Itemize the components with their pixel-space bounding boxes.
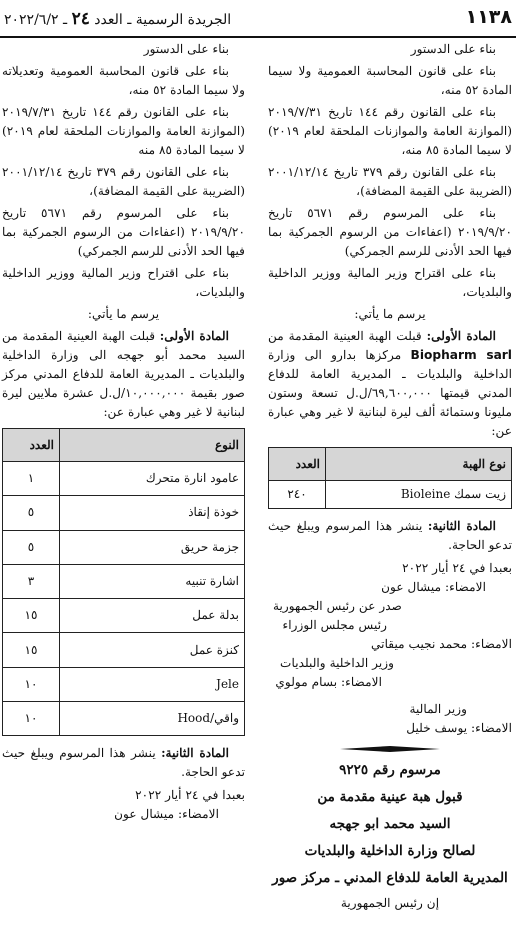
table-row <box>3 702 245 736</box>
table-row <box>3 564 245 598</box>
finance-signature: الامضاء: يوسف خليل <box>406 721 512 735</box>
article-two <box>268 517 512 555</box>
table-row <box>3 496 245 530</box>
column-header: نوع الهبة <box>326 448 512 481</box>
item-name: زيت سمك Bioleine <box>326 481 512 509</box>
issued-by: صدر عن رئيس الجمهورية <box>272 599 402 613</box>
signature-line: الامضاء: ميشال عون <box>381 580 486 594</box>
clause: بناء على المرسوم رقم ٥٦٧١ تاريخ ٢٠١٩/٩/٢٠ (اعفاءات من الرسوم الجمركية بما فيها الحد الأدنى للرسم الجمركي) <box>268 206 512 258</box>
table-row <box>3 667 245 701</box>
item-name: اشارة تنبيه <box>60 564 245 598</box>
article-text: قبلت الهبة العينية المقدمة من <box>268 329 422 343</box>
item-count: ١٠ <box>3 667 60 701</box>
item-count: ١٥ <box>3 633 60 667</box>
finance-title: وزير المالية <box>409 702 467 716</box>
decree-preamble: يرسم ما يأتي: <box>87 307 160 321</box>
interior-signature: الامضاء: بسام مولوي <box>275 675 382 689</box>
date-line: بعبدا في ٢٤ أيار ٢٠٢٢ <box>135 788 245 803</box>
item-count: ٢٤٠ <box>269 481 326 509</box>
decree-number: مرسوم رقم ٩٢٢٥ <box>339 762 441 778</box>
date-line: بعبدا في ٢٤ أيار ٢٠٢٢ <box>402 561 512 575</box>
item-count: ٥ <box>3 496 60 530</box>
page-header <box>0 0 516 38</box>
table-row <box>269 481 512 509</box>
pm-title: رئيس مجلس الوزراء <box>282 618 387 632</box>
page-number: ١١٣٨ <box>465 6 512 28</box>
article-text: ينشر هذا المرسوم ويبلغ حيث تدعو الحاجة. <box>268 519 512 552</box>
item-name: كنزة عمل <box>60 633 245 667</box>
item-name: بدلة عمل <box>60 599 245 633</box>
article-text: قبلت الهبة العينية المقدمة من السيد محمد أبو جهجه الى وزارة الداخلية والبلديات ـ المديرية العامة للدفاع المدني مركز صور بقيمة ١٠,٠٠٠,٠٠٠/ل.ل عشرة ملايين ليرة لبنانية لا غير وهي عبارة عن: <box>2 329 245 419</box>
table-row <box>3 599 245 633</box>
item-name: جزمة حريق <box>60 530 245 564</box>
item-name: واقي/Hood <box>60 702 245 736</box>
column-header: العدد <box>269 448 326 481</box>
item-count: ١ <box>3 462 60 496</box>
item-count: ٣ <box>3 564 60 598</box>
article-text: مركزها بدارو الى وزارة الداخلية والبلديات ـ المديرية العامة للدفاع المدني قيمتها ٦٩,٦٠٠,٠٠٠/ل.ل تسعة وستون مليونا وستمائة ألف ليرة لبنانية لا غير وهي عبارة عن: <box>268 348 513 438</box>
column-header: النوع <box>60 429 245 462</box>
table-row <box>3 530 245 564</box>
clause: بناء على القانون رقم ١٤٤ تاريخ ٢٠١٩/٧/٣١ (الموازنة العامة والموازنات الملحقة لعام ٢٠١٩) لا سيما المادة ٨٥ منه <box>2 105 245 157</box>
signature-line: الامضاء: ميشال عون <box>114 807 219 822</box>
donation-table <box>2 428 245 736</box>
article-label: المادة الأولى: <box>426 329 497 343</box>
decree-title-line: لصالح وزارة الداخلية والبلديات <box>304 843 476 859</box>
item-name: خوذة إنقاذ <box>60 496 245 530</box>
article-text: ينشر هذا المرسوم ويبلغ حيث تدعو الحاجة. <box>2 746 245 780</box>
clause: بناء على القانون رقم ١٤٤ تاريخ ٢٠١٩/٧/٣١ (الموازنة العامة والموازنات الملحقة لعام ٢٠١٩) لا سيما المادة ٨٥ منه، <box>268 105 512 157</box>
clause: بناء على قانون المحاسبة العمومية ولا سيما المادة ٥٢ منه، <box>268 64 512 97</box>
clause: بناء على المرسوم رقم ٥٦٧١ تاريخ ٢٠١٩/٩/٢٠ (اعفاءات من الرسوم الجمركية بما فيها الحد الأدنى للرسم الجمركي) <box>2 206 245 258</box>
item-count: ١٠ <box>3 702 60 736</box>
item-name: Jele <box>60 667 245 701</box>
table-row <box>3 462 245 496</box>
decree-title-line: السيد محمد ابو جهجه <box>329 816 451 832</box>
interior-title: وزير الداخلية والبلديات <box>280 656 394 670</box>
clause: بناء على القانون رقم ٣٧٩ تاريخ ٢٠٠١/١٢/١٤ (الضريبة على القيمة المضافة)، <box>268 165 512 198</box>
article-label: المادة الثانية: <box>161 746 230 761</box>
journal-name: الجريدة الرسمية ـ العدد <box>94 12 232 28</box>
column-header: العدد <box>3 429 60 462</box>
decree-title-line: المديرية العامة للدفاع المدني ـ مركز صور <box>272 870 508 886</box>
article-label: المادة الأولى: <box>159 329 229 343</box>
section-divider <box>340 746 440 752</box>
company-name: Biopharm sarl <box>410 348 512 362</box>
clause: بناء على اقتراح وزير المالية ووزير الداخلية والبلديات، <box>2 266 245 299</box>
clause: بناء على الدستور <box>410 42 496 56</box>
clause: بناء على الدستور <box>143 42 229 56</box>
item-name: عامود انارة متحرك <box>60 462 245 496</box>
article-label: المادة الثانية: <box>427 519 496 533</box>
table-row <box>3 633 245 667</box>
decree-preamble: يرسم ما يأتي: <box>354 307 426 321</box>
clause: بناء على اقتراح وزير المالية ووزير الداخلية والبلديات، <box>268 266 512 299</box>
right-column <box>268 40 512 916</box>
pm-signature: الامضاء: محمد نجيب ميقاتي <box>371 637 512 651</box>
issue-number: ٢٤ <box>71 9 90 29</box>
donation-table <box>268 447 512 509</box>
issue-date: ـ ٢٠٢٢/٦/٢ <box>4 12 68 28</box>
president-line: إن رئيس الجمهورية <box>340 896 440 910</box>
article-one <box>2 327 245 422</box>
decree-title-line: قبول هبة عينية مقدمة من <box>317 789 463 805</box>
item-count: ٥ <box>3 530 60 564</box>
journal-title <box>4 9 231 29</box>
clause: بناء على قانون المحاسبة العمومية وتعديلاته ولا سيما المادة ٥٢ منه، <box>2 64 245 97</box>
article-two <box>2 744 245 782</box>
item-count: ١٥ <box>3 599 60 633</box>
left-column <box>2 40 245 824</box>
clause: بناء على القانون رقم ٣٧٩ تاريخ ٢٠٠١/١٢/١٤ (الضريبة على القيمة المضافة)، <box>2 165 245 198</box>
article-one <box>268 327 512 441</box>
